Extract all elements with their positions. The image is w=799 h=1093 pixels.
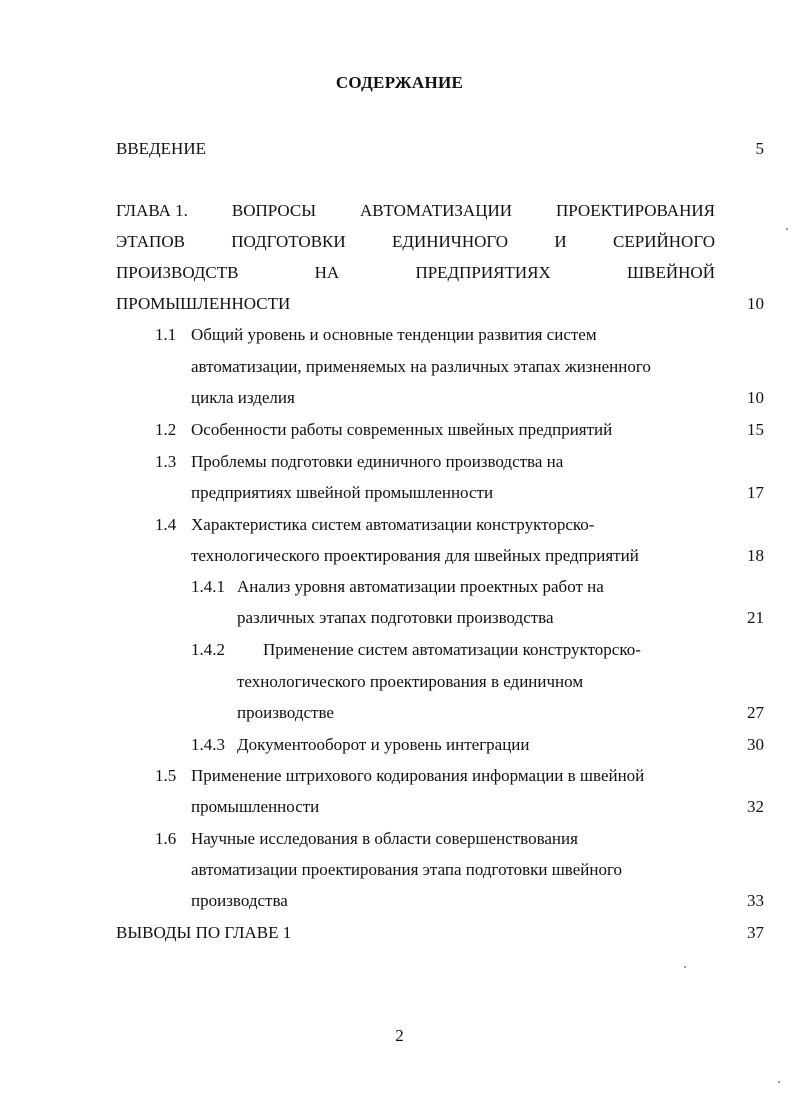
toc-entry-1-4-line1: Характеристика систем автоматизации конструкторско- bbox=[191, 515, 595, 534]
toc-page-1-2: 15 bbox=[747, 420, 764, 439]
page-number: 2 bbox=[395, 1026, 404, 1045]
scan-speck bbox=[786, 228, 788, 230]
word: И bbox=[554, 232, 567, 251]
toc-entry-1-1-line3: цикла изделия bbox=[191, 388, 295, 407]
toc-entry-1-6-line2: автоматизации проектирования этапа подготовки швейного bbox=[191, 860, 623, 879]
word: СЕРИЙНОГО bbox=[613, 232, 715, 251]
toc-entry-1-3-line1: Проблемы подготовки единичного производства на bbox=[191, 452, 564, 471]
toc-chapter1-line1 bbox=[116, 201, 715, 221]
toc-num-1-5: 1.5 bbox=[155, 766, 177, 785]
toc-entry-1-5-line2: промышленности bbox=[191, 797, 320, 816]
toc-num-1-4-2: 1.4.2 bbox=[191, 640, 225, 659]
toc-entry-1-4-3-line1: Документооборот и уровень интеграции bbox=[237, 735, 530, 754]
toc-num-1-4: 1.4 bbox=[155, 515, 177, 534]
toc-entry-1-6-line3: производства bbox=[191, 891, 288, 910]
toc-num-1-4-3: 1.4.3 bbox=[191, 735, 225, 754]
toc-conclusions-page: 37 bbox=[747, 923, 764, 942]
toc-num-1-4-1: 1.4.1 bbox=[191, 577, 225, 596]
word: ПРОИЗВОДСТВ bbox=[116, 263, 239, 282]
toc-page-1-1: 10 bbox=[747, 388, 764, 407]
toc-entry-1-6-line1: Научные исследования в области совершенствования bbox=[191, 829, 578, 848]
toc-page-1-3: 17 bbox=[747, 483, 764, 502]
word: ВОПРОСЫ bbox=[231, 201, 317, 220]
word: ПРЕДПРИЯТИЯХ bbox=[415, 263, 551, 282]
toc-chapter1-line2 bbox=[116, 232, 715, 252]
toc-entry-1-4-1-line2: различных этапах подготовки производства bbox=[237, 608, 554, 627]
toc-page-1-6: 33 bbox=[747, 891, 764, 910]
scan-speck bbox=[778, 1081, 780, 1083]
toc-page-1-4: 18 bbox=[747, 546, 764, 565]
toc-entry-1-5-line1: Применение штрихового кодирования информации в швейной bbox=[191, 766, 645, 785]
toc-num-1-6: 1.6 bbox=[155, 829, 177, 848]
toc-intro-page: 5 bbox=[755, 139, 764, 158]
toc-intro-label: ВВЕДЕНИЕ bbox=[116, 139, 206, 158]
toc-entry-1-4-line2: технологического проектирования для швейных предприятий bbox=[191, 546, 639, 565]
word: ЭТАПОВ bbox=[116, 232, 185, 251]
toc-num-1-1: 1.1 bbox=[155, 325, 177, 344]
toc-chapter1-line4: ПРОМЫШЛЕННОСТИ bbox=[116, 294, 291, 313]
toc-entry-1-4-2-line2: технологического проектирования в единичном bbox=[237, 672, 584, 691]
word: ЕДИНИЧНОГО bbox=[391, 232, 509, 251]
page-title: СОДЕРЖАНИЕ bbox=[335, 73, 464, 92]
toc-entry-1-2-line1: Особенности работы современных швейных предприятий bbox=[191, 420, 613, 439]
word: ПОДГОТОВКИ bbox=[231, 232, 346, 251]
word: ГЛАВА 1. bbox=[116, 201, 188, 220]
toc-entry-1-1-line2: автоматизации, применяемых на различных этапах жизненного bbox=[191, 357, 651, 376]
toc-chapter1-line3 bbox=[116, 263, 715, 283]
word: АВТОМАТИЗАЦИИ bbox=[360, 201, 513, 220]
toc-chapter1-page: 10 bbox=[747, 294, 764, 313]
toc-page-1-5: 32 bbox=[747, 797, 764, 816]
toc-num-1-2: 1.2 bbox=[155, 420, 177, 439]
scan-speck bbox=[684, 966, 686, 968]
toc-entry-1-3-line2: предприятиях швейной промышленности bbox=[191, 483, 494, 502]
word: ШВЕЙНОЙ bbox=[627, 263, 715, 282]
toc-page-1-4-1: 21 bbox=[747, 608, 764, 627]
word: ПРОЕКТИРОВАНИЯ bbox=[555, 201, 715, 220]
toc-page-1-4-2: 27 bbox=[747, 703, 764, 722]
toc-entry-1-1-line1: Общий уровень и основные тенденции развития систем bbox=[191, 325, 597, 344]
toc-entry-1-4-2-line3: производстве bbox=[237, 703, 334, 722]
toc-conclusions-label: ВЫВОДЫ ПО ГЛАВЕ 1 bbox=[116, 923, 292, 942]
toc-entry-1-4-2-line1: Применение систем автоматизации конструкторско- bbox=[263, 640, 641, 659]
word: НА bbox=[314, 263, 340, 282]
toc-entry-1-4-1-line1: Анализ уровня автоматизации проектных работ на bbox=[237, 577, 604, 596]
toc-page-1-4-3: 30 bbox=[747, 735, 764, 754]
toc-num-1-3: 1.3 bbox=[155, 452, 177, 471]
